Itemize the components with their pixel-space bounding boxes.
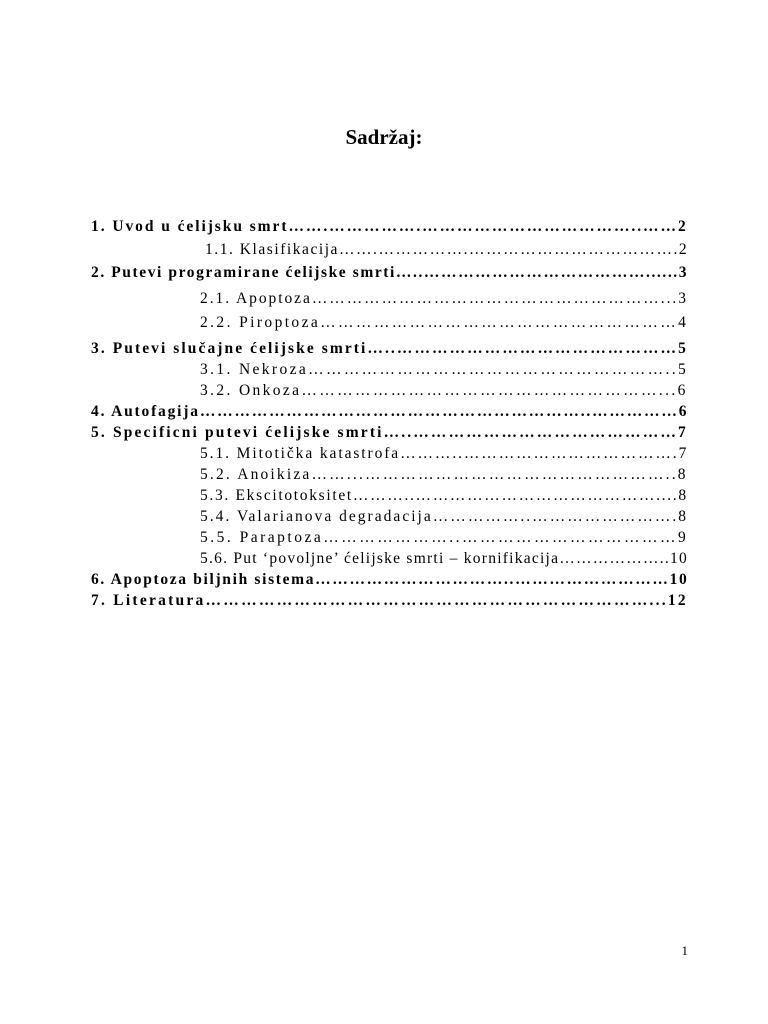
toc-entry-page: 8 — [677, 466, 688, 483]
toc-entry-text: 1.1. Klasifikacija…….…………….………………………………. — [205, 241, 679, 258]
toc-entry-text: 7. Literatura…………………………………………………………………... — [91, 592, 668, 609]
toc-entry — [91, 262, 688, 284]
toc-entry — [205, 239, 688, 261]
toc-entry — [91, 216, 688, 238]
toc-entry — [200, 548, 688, 570]
toc-entry — [91, 401, 688, 423]
toc-entry — [200, 359, 688, 381]
toc-entry-text: 2. Putevi programirane ćelijske smrti…..…………………………………...... — [91, 264, 679, 281]
toc-entry — [91, 569, 688, 591]
toc-entry-text: 4. Autofagija…………………………………………………………..…………… — [91, 403, 679, 420]
toc-entry-text: 5.3. Ekscitotoksitet………..…………………………………….... — [200, 487, 679, 504]
toc-entry-page: 3 — [678, 290, 688, 307]
toc-entry-text: 1. Uvod u ćelijsku smrt…….…………….………………………………..…… — [91, 218, 678, 235]
toc-entry — [91, 422, 688, 444]
toc-entry — [200, 443, 688, 465]
toc-entry-text: 5.6. Put ‘povoljne’ ćelijske smrti – kornifikacija……………….. — [200, 550, 670, 567]
toc-entry-page: 7 — [678, 424, 688, 441]
toc-entry-text: 5.2. Anoikiza……...…………………………………………….. — [200, 466, 678, 483]
toc-entry-text: 5.1. Mitotička katastrofa………..………………………………. — [200, 445, 679, 462]
toc-entry — [91, 590, 688, 612]
toc-entry-text: 3. Putevi slučajne ćelijske smrti…..………………………………………… — [91, 340, 679, 357]
toc-entry-page: 4 — [678, 314, 689, 331]
toc-entry-page: 6 — [677, 382, 688, 399]
page-title: Sadržaj: — [345, 125, 423, 149]
toc-entry-page: 2 — [677, 218, 688, 235]
toc-entry-page: 8 — [678, 487, 688, 504]
toc-entry-page: 5 — [677, 361, 689, 378]
toc-entry — [91, 338, 688, 360]
toc-entry-page: 10 — [669, 550, 688, 567]
toc-entry-text: 5. Specificni putevi ćelijske smrti…..……………………………………… — [91, 424, 678, 441]
toc-entry-page: 5 — [678, 340, 688, 357]
toc-entry-page: 10 — [669, 571, 689, 588]
toc-entry-text: 3.2. Onkoza……………………………………………………... — [200, 382, 678, 399]
toc-entry — [200, 527, 688, 549]
toc-entry-text: 2.1. Apoptoza……………………………………………………... — [200, 290, 679, 307]
toc-entry — [200, 312, 688, 334]
toc-entry — [200, 506, 688, 528]
toc-entry-page: 8 — [678, 508, 689, 525]
toc-entry — [200, 288, 688, 310]
toc-entry-text: 6. Apoptoza biljnih sistema……………………………..……………………… — [91, 571, 670, 588]
toc-entry-text: 3.1. Nekroza…………………………………………………….. — [200, 361, 678, 378]
toc-entry-text: 5.4. Valarianova degradacija……………..……………………. — [200, 508, 679, 525]
toc-entry-page: 2 — [678, 241, 689, 258]
toc-entry-page: 6 — [678, 403, 689, 420]
toc-entry-text: 5.5. Paraptoza…………………..……………………………… — [200, 529, 678, 546]
toc-entry — [200, 380, 688, 402]
toc-entry-page: 3 — [678, 264, 689, 281]
toc-entry — [200, 485, 688, 507]
toc-entry-text: 2.2. Piroptoza…………………………………………………… — [200, 314, 679, 331]
page-number: 1 — [681, 943, 688, 958]
toc-entry-page: 12 — [667, 592, 688, 609]
toc-entry-page: 9 — [677, 529, 689, 546]
toc-entry-page: 7 — [678, 445, 689, 462]
toc-entry — [200, 464, 688, 486]
